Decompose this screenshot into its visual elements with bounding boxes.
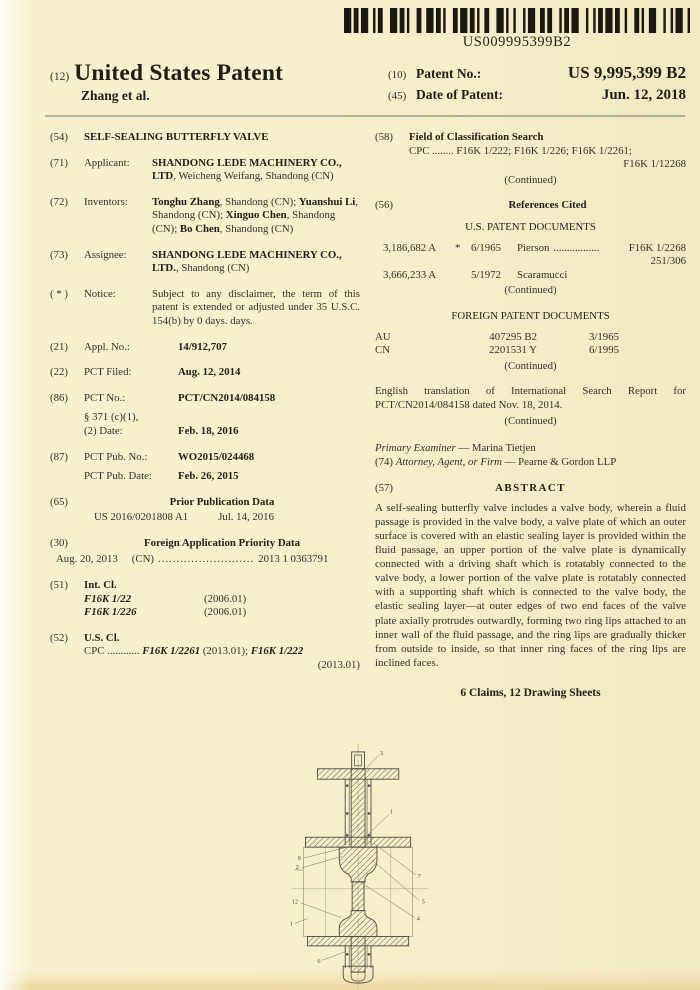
assignee-label: Assignee: bbox=[84, 248, 127, 261]
notice-tag: ( * ) bbox=[50, 287, 68, 300]
field-72-tag: (72) bbox=[50, 195, 68, 208]
pct-no-label: PCT No.: bbox=[84, 391, 126, 404]
priority-country: (CN) bbox=[131, 553, 154, 566]
us-ref-row bbox=[375, 242, 686, 256]
field-65-prior-publication bbox=[50, 496, 360, 525]
figure-callout: 12 bbox=[291, 898, 299, 906]
inventors-label: Inventors: bbox=[84, 195, 128, 208]
field-87-pct-pub bbox=[50, 451, 360, 484]
patent-no-value: US 9,995,399 B2 bbox=[567, 63, 686, 82]
int-cl-code: F16K 1/226 bbox=[84, 606, 137, 619]
dot-leader: .......................... bbox=[158, 553, 255, 566]
field-71-tag: (71) bbox=[50, 156, 68, 169]
pct-filed-value: Aug. 12, 2014 bbox=[178, 366, 241, 379]
applicant-name: SHANDONG LEDE MACHINERY CO., LTD bbox=[152, 156, 342, 183]
field-58-classification-search bbox=[375, 131, 686, 187]
examiner-block bbox=[375, 442, 686, 469]
field-54-tag: (54) bbox=[50, 131, 68, 143]
ref-date: 6/1995 bbox=[589, 344, 619, 357]
ref-number: 3,186,682 A bbox=[383, 241, 437, 254]
int-cl-version: (2006.01) bbox=[204, 606, 247, 619]
continued-note: (Continued) bbox=[504, 414, 557, 427]
ref-country: CN bbox=[375, 344, 390, 357]
field-54-title bbox=[50, 131, 360, 145]
ref-star: * bbox=[455, 241, 461, 254]
inventor-byline: Zhang et al. bbox=[81, 88, 150, 103]
inventors-value: Tonghu Zhang, Shandong (CN); Yuanshui Li, Shandong (CN); Xinguo Chen, Shandong (CN); Bo Chen, Shandong (CN) bbox=[152, 195, 358, 235]
header-divider bbox=[45, 115, 685, 117]
field-57-tag: (57) bbox=[375, 482, 393, 495]
cpc-line: CPC ............ F16K 1/2261 (2013.01); F16K 1/222 bbox=[84, 645, 304, 658]
header-right bbox=[388, 60, 686, 108]
inventor-name: Tonghu Zhang bbox=[152, 195, 220, 208]
field-57-abstract bbox=[375, 482, 686, 670]
figure-callout: 4 bbox=[416, 915, 420, 923]
ref-number: 3,666,233 A bbox=[383, 268, 437, 281]
figure-svg bbox=[255, 742, 485, 990]
priority-date: Aug. 20, 2013 bbox=[56, 553, 118, 566]
field-56-references bbox=[375, 199, 686, 373]
field-87-tag: (87) bbox=[50, 450, 68, 463]
371-date-label: (2) Date: bbox=[84, 424, 123, 437]
figure-callout: 6 bbox=[317, 958, 321, 966]
pct-no-value: PCT/CN2014/084158 bbox=[178, 391, 276, 404]
date-of-patent-value: Jun. 12, 2018 bbox=[601, 87, 686, 103]
prior-publication-date: Jul. 14, 2016 bbox=[218, 511, 274, 524]
cpc-label: CPC bbox=[84, 645, 105, 658]
attorney-value: — Pearne & Gordon LLP bbox=[501, 455, 617, 468]
inventor-name: Xinguo Chen bbox=[225, 209, 287, 222]
field-12-tag: (12) bbox=[50, 71, 70, 83]
right-column bbox=[375, 131, 686, 700]
us-ref-row bbox=[375, 269, 686, 283]
abstract-heading: ABSTRACT bbox=[495, 482, 566, 495]
barcode-svg bbox=[344, 8, 690, 33]
assignee-location: , Shandong (CN) bbox=[175, 262, 250, 275]
pct-pub-no-label: PCT Pub. No.: bbox=[84, 450, 148, 463]
us-cl-heading: U.S. Cl. bbox=[84, 631, 120, 644]
other-publications-text: English translation of International Search Report for PCT/CN2014/084158 dated Nov. 18, 2014. bbox=[375, 385, 686, 411]
figure-callout: 7 bbox=[417, 872, 421, 880]
page-title: United States Patent bbox=[74, 60, 284, 86]
ref-date: 6/1965 bbox=[471, 241, 501, 254]
foreign-ref-row bbox=[375, 344, 686, 358]
figure-callout: 2 bbox=[295, 863, 299, 871]
continued-note: (Continued) bbox=[504, 284, 557, 297]
applicant-location: , Weicheng Weifang, Shandong (CN) bbox=[173, 170, 334, 183]
pct-pub-date-value: Feb. 26, 2015 bbox=[178, 470, 239, 483]
continued-note: (Continued) bbox=[504, 173, 557, 186]
field-56-tag: (56) bbox=[375, 199, 393, 212]
valve-plate-upper-hub bbox=[339, 847, 377, 882]
field-73-assignee bbox=[50, 249, 360, 276]
appl-no-value: 14/912,707 bbox=[178, 340, 227, 353]
field-22-pct-filed bbox=[50, 366, 360, 380]
notice bbox=[50, 288, 360, 329]
cpc-code: F16K 1/2261 bbox=[142, 645, 201, 658]
ref-number: 2201531 Y bbox=[489, 344, 537, 357]
primary-examiner-value: — Marina Tietjen bbox=[455, 442, 536, 455]
figure-callout: 3 bbox=[379, 749, 384, 757]
references-cited-heading: References Cited bbox=[508, 199, 587, 212]
classification-search-heading: Field of Classification Search bbox=[409, 131, 544, 143]
claims-drawing-sheets-line: 6 Claims, 12 Drawing Sheets bbox=[460, 686, 601, 699]
valve-cross-section-figure bbox=[255, 742, 485, 990]
invention-title: SELF-SEALING BUTTERFLY VALVE bbox=[84, 131, 269, 143]
field-21-appl-no bbox=[50, 341, 360, 355]
371-date-value: Feb. 18, 2016 bbox=[178, 424, 239, 437]
valve-plate-waist bbox=[352, 882, 364, 911]
barcode bbox=[344, 8, 690, 51]
field-65-tag: (65) bbox=[50, 495, 68, 508]
int-cl-heading: Int. Cl. bbox=[84, 579, 117, 592]
pct-pub-date-label: PCT Pub. Date: bbox=[84, 470, 152, 483]
section-371-text: § 371 (c)(1), bbox=[84, 411, 139, 424]
applicant-label: Applicant: bbox=[84, 156, 130, 169]
ref-class: F16K 1/2268 bbox=[628, 241, 686, 254]
foreign-priority-heading: Foreign Application Priority Data bbox=[143, 536, 301, 549]
dot-leader: ................. bbox=[553, 241, 600, 254]
field-10-tag: (10) bbox=[388, 69, 407, 81]
assignee-value bbox=[152, 249, 360, 276]
ref-class-2: 251/306 bbox=[650, 255, 686, 268]
us-patent-documents-heading: U.S. PATENT DOCUMENTS bbox=[465, 220, 596, 233]
applicant-value bbox=[152, 157, 360, 184]
field-51-tag: (51) bbox=[50, 579, 68, 592]
prior-publication-number: US 2016/0201808 A1 bbox=[94, 511, 189, 524]
field-73-tag: (73) bbox=[50, 248, 68, 261]
foreign-patent-documents-heading: FOREIGN PATENT DOCUMENTS bbox=[451, 309, 610, 322]
other-publications bbox=[375, 385, 686, 428]
appl-no-label: Appl. No.: bbox=[84, 340, 130, 353]
ref-name: Scaramucci bbox=[517, 268, 568, 281]
ref-date: 5/1972 bbox=[471, 268, 501, 281]
field-51-int-cl bbox=[50, 579, 360, 620]
barcode-text: US009995399B2 bbox=[462, 34, 572, 50]
body-columns bbox=[50, 131, 686, 700]
field-71-applicant bbox=[50, 157, 360, 184]
cpc-version-wrap: (2013.01) bbox=[317, 659, 360, 672]
attorney-line bbox=[375, 456, 686, 470]
supporting-shaft bbox=[351, 936, 365, 972]
ref-name: Pierson bbox=[517, 241, 550, 254]
mid-flange bbox=[306, 837, 411, 847]
attorney-label: Attorney, Agent, or Firm bbox=[395, 455, 502, 468]
field-52-us-cl bbox=[50, 632, 360, 673]
assignee-name: SHANDONG LEDE MACHINERY CO., LTD. bbox=[152, 248, 342, 275]
field-30-foreign-priority bbox=[50, 537, 360, 567]
figure-callout: 5 bbox=[421, 898, 425, 906]
notice-text: Subject to any disclaimer, the term of this patent is extended or adjusted under 35 U.S.C. 154(b) by 0 days. days. bbox=[152, 287, 360, 327]
field-21-tag: (21) bbox=[50, 340, 68, 353]
field-52-tag: (52) bbox=[50, 631, 68, 644]
field-45-tag: (45) bbox=[388, 90, 407, 102]
classification-cpc-line: CPC ........ F16K 1/222; F16K 1/226; F16K 1/2261; bbox=[409, 144, 632, 157]
abstract-text: A self-sealing butterfly valve includes a valve body, wherein a fluid passage is provided in the valve body, a valve plate of which an outer surface is covered with an elastic sealing layer is provided within the fluid passage, an upper portion of the valve plate is dynamically connected with a driving shaft which is rotatably connected to the valve body, a lower portion of the valve plate is rotatably connected with a supporting shaft which is connected to the valve body, the elastic sealing layer—at outer edges of two end faces of the valve plate axially protrudes outwardly, forming two ring lips attached to an inner wall of the fluid passage, and the ring lips are gradually thicker from outside to inside, so that inner ring faces of the ring lips are inclined faces. bbox=[375, 501, 686, 669]
primary-examiner-line bbox=[375, 442, 686, 456]
dot-leader: ............ bbox=[104, 645, 143, 658]
foreign-ref-row bbox=[375, 331, 686, 345]
int-cl-code: F16K 1/22 bbox=[84, 592, 132, 605]
date-of-patent-label: Date of Patent: bbox=[416, 87, 503, 102]
prior-publication-heading: Prior Publication Data bbox=[169, 495, 275, 508]
ref-country: AU bbox=[375, 330, 391, 343]
field-86-tag: (86) bbox=[50, 391, 68, 404]
continued-note: (Continued) bbox=[504, 359, 557, 372]
header-left bbox=[50, 60, 388, 108]
field-86-pct-no bbox=[50, 392, 360, 439]
header bbox=[50, 60, 686, 108]
driving-shaft bbox=[351, 769, 365, 847]
cpc-code: F16K 1/222 bbox=[250, 645, 304, 658]
figure-callout: 1 bbox=[289, 920, 293, 928]
field-30-tag: (30) bbox=[50, 536, 68, 549]
figure-callout: 9 bbox=[297, 855, 301, 863]
ref-date: 3/1965 bbox=[589, 330, 619, 343]
priority-number: 2013 1 0363791 bbox=[258, 553, 329, 566]
field-72-inventors bbox=[50, 196, 360, 237]
classification-cpc-wrap: F16K 1/12268 bbox=[623, 158, 686, 171]
inventor-name: Bo Chen bbox=[179, 222, 220, 235]
field-74-tag: (74) bbox=[375, 455, 396, 468]
int-cl-version: (2006.01) bbox=[204, 592, 247, 605]
pct-pub-no-value: WO2015/024468 bbox=[178, 450, 255, 463]
figure-callout: 1 bbox=[389, 808, 394, 816]
primary-examiner-label: Primary Examiner bbox=[375, 442, 456, 455]
valve-plate-lower-hub bbox=[339, 911, 377, 937]
field-22-tag: (22) bbox=[50, 366, 68, 379]
ref-number: 407295 B2 bbox=[489, 330, 537, 343]
patent-no-label: Patent No.: bbox=[416, 66, 482, 81]
field-58-tag: (58) bbox=[375, 131, 393, 143]
inventor-name: Yuanshui Li bbox=[298, 195, 356, 208]
left-column bbox=[50, 131, 360, 700]
notice-label: Notice: bbox=[84, 287, 116, 300]
pct-filed-label: PCT Filed: bbox=[84, 366, 132, 379]
